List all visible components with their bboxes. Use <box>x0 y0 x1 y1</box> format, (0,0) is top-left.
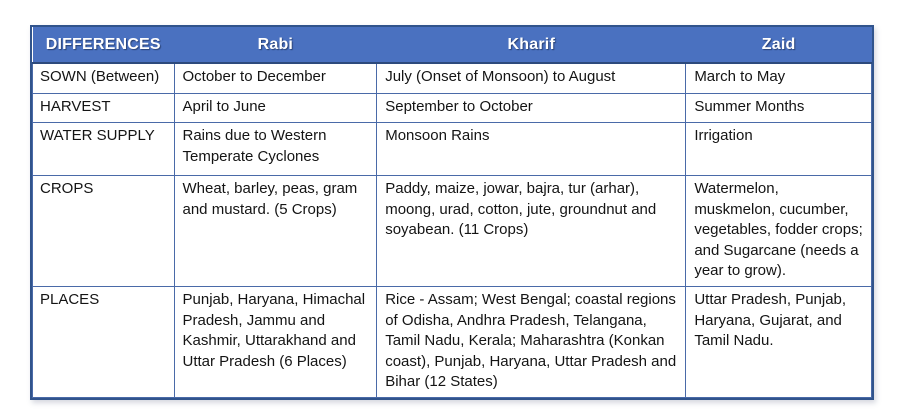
season-table <box>32 27 872 398</box>
cell-places-kharif: Rice - Assam; West Bengal; coastal regions of Odisha, Andhra Pradesh, Telangana, Tamil Nadu, Kerala; Maharashtra (Konkan coast), Punjab, Haryana, Uttar Pradesh and Bihar (12 States) <box>377 287 686 398</box>
row-label-water-supply: WATER SUPPLY <box>33 123 175 176</box>
cell-places-rabi: Punjab, Haryana, Himachal Pradesh, Jammu and Kashmir, Uttarakhand and Uttar Pradesh (6 Places) <box>174 287 377 398</box>
table-row-water-supply <box>33 123 872 176</box>
cell-crops-kharif: Paddy, maize, jowar, bajra, tur (arhar), moong, urad, cotton, jute, groundnut and soyabean. (11 Crops) <box>377 176 686 287</box>
cell-sown-rabi: October to December <box>174 63 377 94</box>
row-label-sown: SOWN (Between) <box>33 63 175 94</box>
row-label-harvest: HARVEST <box>33 94 175 123</box>
cell-crops-zaid: Watermelon, muskmelon, cucumber, vegetables, fodder crops; and Sugarcane (needs a year to grow). <box>686 176 872 287</box>
header-cell-zaid: Zaid <box>686 27 872 63</box>
row-label-crops: CROPS <box>33 176 175 287</box>
cell-harvest-rabi: April to June <box>174 94 377 123</box>
table-header-row <box>33 27 872 63</box>
cell-water-kharif: Monsoon Rains <box>377 123 686 176</box>
cell-places-zaid: Uttar Pradesh, Punjab, Haryana, Gujarat, and Tamil Nadu. <box>686 287 872 398</box>
cell-sown-kharif: July (Onset of Monsoon) to August <box>377 63 686 94</box>
cell-harvest-kharif: September to October <box>377 94 686 123</box>
header-cell-differences: DIFFERENCES <box>33 27 175 63</box>
table-row-crops <box>33 176 872 287</box>
header-cell-kharif: Kharif <box>377 27 686 63</box>
cell-harvest-zaid: Summer Months <box>686 94 872 123</box>
header-cell-rabi: Rabi <box>174 27 377 63</box>
row-label-places: PLACES <box>33 287 175 398</box>
cell-sown-zaid: March to May <box>686 63 872 94</box>
table-row-places <box>33 287 872 398</box>
cell-crops-rabi: Wheat, barley, peas, gram and mustard. (5 Crops) <box>174 176 377 287</box>
table-row-sown <box>33 63 872 94</box>
table-row-harvest <box>33 94 872 123</box>
cell-water-rabi: Rains due to Western Temperate Cyclones <box>174 123 377 176</box>
cell-water-zaid: Irrigation <box>686 123 872 176</box>
crop-seasons-comparison-table <box>30 25 874 400</box>
